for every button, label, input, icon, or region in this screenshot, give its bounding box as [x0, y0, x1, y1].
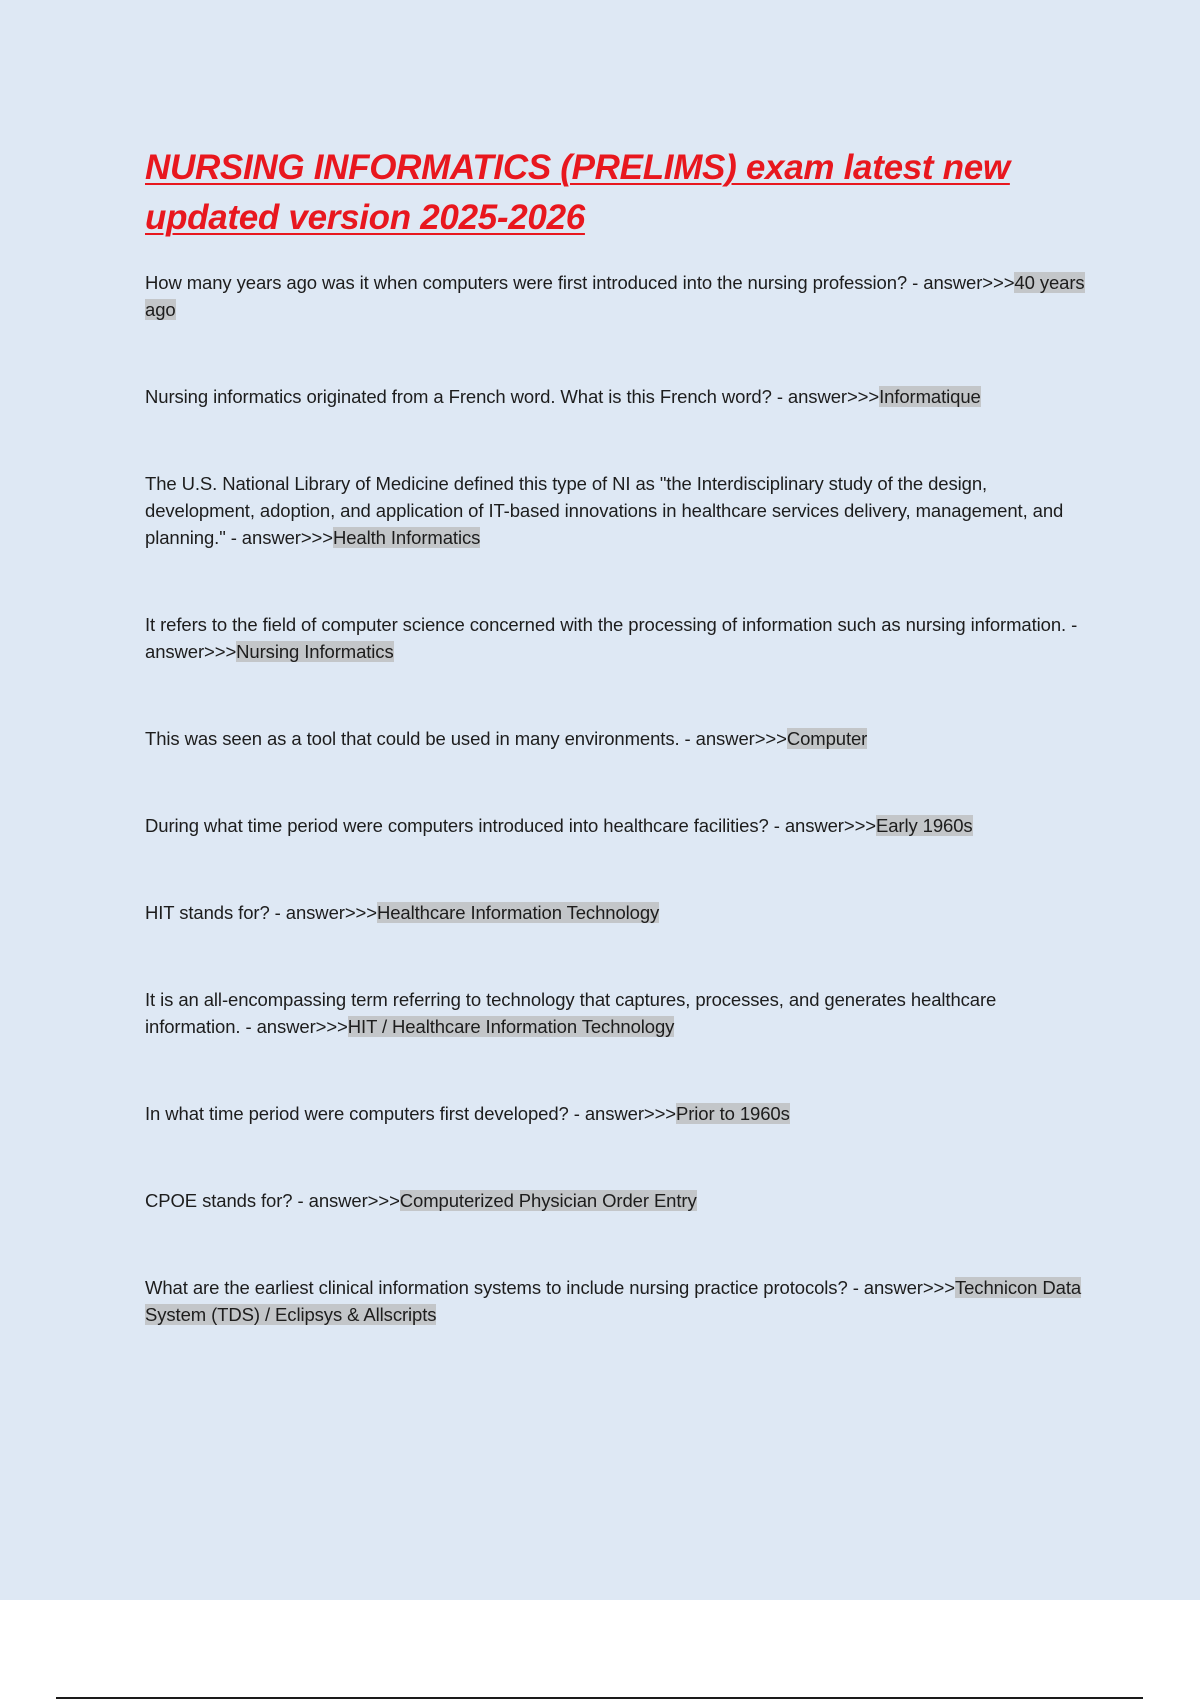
question-text: What are the earliest clinical information systems to include nursing practice protocols? [145, 1277, 848, 1298]
answer-text: Prior to 1960s [676, 1103, 790, 1124]
qa-item [145, 986, 1095, 1040]
answer-prefix: - answer>>> [771, 386, 880, 407]
question-text: This was seen as a tool that could be used in many environments. [145, 728, 680, 749]
document-content [145, 143, 1095, 1388]
answer-prefix: - answer>>> [292, 1190, 400, 1211]
qa-item [145, 1100, 1095, 1127]
qa-item [145, 725, 1095, 752]
answer-prefix: - answer>>> [145, 614, 1078, 662]
qa-item [145, 269, 1095, 323]
answer-text: Healthcare Information Technology [376, 902, 660, 923]
qa-item [145, 470, 1095, 551]
answer-prefix: - answer>>> [907, 272, 1015, 293]
answer-text: Health Informatics [332, 527, 481, 548]
qa-item [145, 899, 1095, 926]
answer-text: 40 years ago [145, 272, 1085, 320]
question-text: How many years ago was it when computers were first introduced into the nursing profession? [145, 272, 908, 293]
answer-text: Informatique [879, 386, 981, 407]
answer-prefix: - answer>>> [768, 815, 876, 836]
qa-item [145, 1274, 1095, 1328]
answer-text: Nursing Informatics [236, 641, 394, 662]
question-text: It is an all-encompassing term referring to technology that captures, processes, and generates healthcare information. [145, 989, 997, 1037]
question-text: Nursing informatics originated from a French word. What is this French word? [145, 386, 772, 407]
qa-item [145, 611, 1095, 665]
answer-text: HIT / Healthcare Information Technology [347, 1016, 675, 1037]
question-text: It refers to the field of computer science concerned with the processing of information such as nursing information. [145, 614, 1067, 635]
answer-prefix: - answer>>> [240, 1016, 348, 1037]
answer-text: Computer [786, 728, 868, 749]
document-title: NURSING INFORMATICS (PRELIMS) exam latest new updated version 2025-2026 [145, 148, 1010, 237]
qa-list [145, 269, 1095, 1328]
question-text: In what time period were computers first developed? [145, 1103, 569, 1124]
question-text: The U.S. National Library of Medicine defined this type of NI as "the Interdisciplinary study of the design, development, adoption, and application of IT-based innovations in healthcare services delivery, management, and planning." [145, 473, 1064, 548]
answer-prefix: - answer>>> [269, 902, 377, 923]
question-text: CPOE stands for? [145, 1190, 293, 1211]
answer-prefix: - answer>>> [847, 1277, 955, 1298]
qa-item [145, 1187, 1095, 1214]
question-text: HIT stands for? [145, 902, 270, 923]
answer-prefix: - answer>>> [679, 728, 787, 749]
answer-text: Computerized Physician Order Entry [399, 1190, 697, 1211]
answer-text: Early 1960s [875, 815, 973, 836]
question-text: During what time period were computers introduced into healthcare facilities? [145, 815, 769, 836]
answer-text: Technicon Data System (TDS) / Eclipsys & Allscripts [145, 1277, 1082, 1325]
answer-prefix: - answer>>> [225, 527, 333, 548]
qa-item [145, 383, 1095, 410]
footer-divider [56, 1697, 1143, 1699]
qa-item [145, 812, 1095, 839]
answer-prefix: - answer>>> [568, 1103, 676, 1124]
